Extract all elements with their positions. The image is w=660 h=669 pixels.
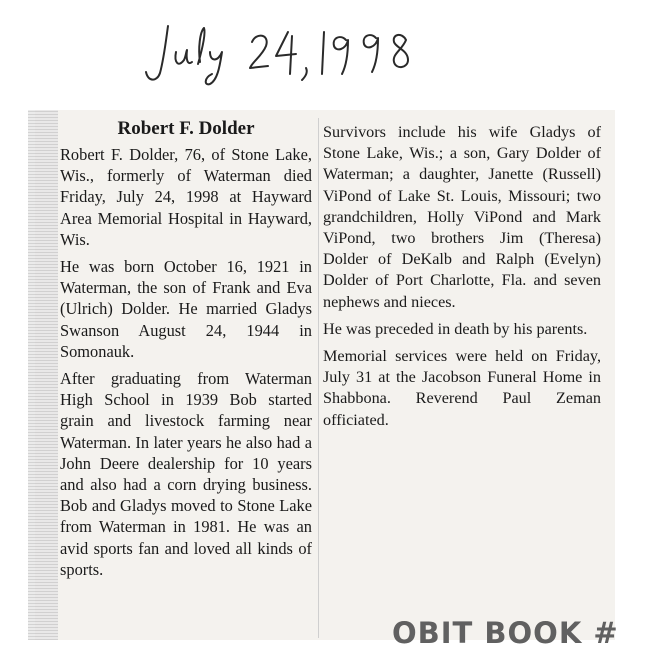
column-divider xyxy=(318,118,319,638)
handwritten-date xyxy=(140,18,440,88)
obituary-right-column xyxy=(323,116,601,431)
obituary-paragraph: After graduating from Waterman High School in 1939 Bob started grain and livestock farming near Waterman. In later years he also had a John Deere dealership for 10 years and also had a corn drying business. Bob and Gladys moved to Stone Lake from Waterman in 1981. He was an avid sports fan and loved all kinds of sports. xyxy=(60,369,312,579)
obituary-paragraph: He was born October 16, 1921 in Waterman, the son of Frank and Eva (Ulrich) Dolder. He married Gladys Swanson August 24, 1944 in Somonauk. xyxy=(60,257,312,361)
obituary-left-column xyxy=(60,116,312,580)
survivors-paragraph: Survivors include his wife Gladys of Stone Lake, Wis.; a son, Gary Dolder of Waterman; a daughter, Janette (Russell) ViPond of Lake St. Louis, Missouri; two grandchildren, Holly ViPond and Mark ViPond, two brothers Jim (Theresa) Dolder of DeKalb and Ralph (Evelyn) Dolder of Port Charlotte, Fla. and seven nephews and nieces. xyxy=(323,123,601,311)
obituary-title: Robert F. Dolder xyxy=(117,118,255,139)
obit-book-stamp: OBIT BOOK # xyxy=(392,616,619,650)
obituary-paragraph: Robert F. Dolder, 76, of Stone Lake, Wis., formerly of Waterman died Friday, July 24, 1998 at Hayward Area Memorial Hospital in Hayward, Wis. xyxy=(60,145,312,249)
scan-shadow xyxy=(28,110,58,640)
obituary-paragraph: He was preceded in death by his parents. xyxy=(323,319,588,338)
services-paragraph: Memorial services were held on Friday, July 31 at the Jacobson Funeral Home in Shabbona. Reverend Paul Zeman officiated. xyxy=(323,347,601,429)
